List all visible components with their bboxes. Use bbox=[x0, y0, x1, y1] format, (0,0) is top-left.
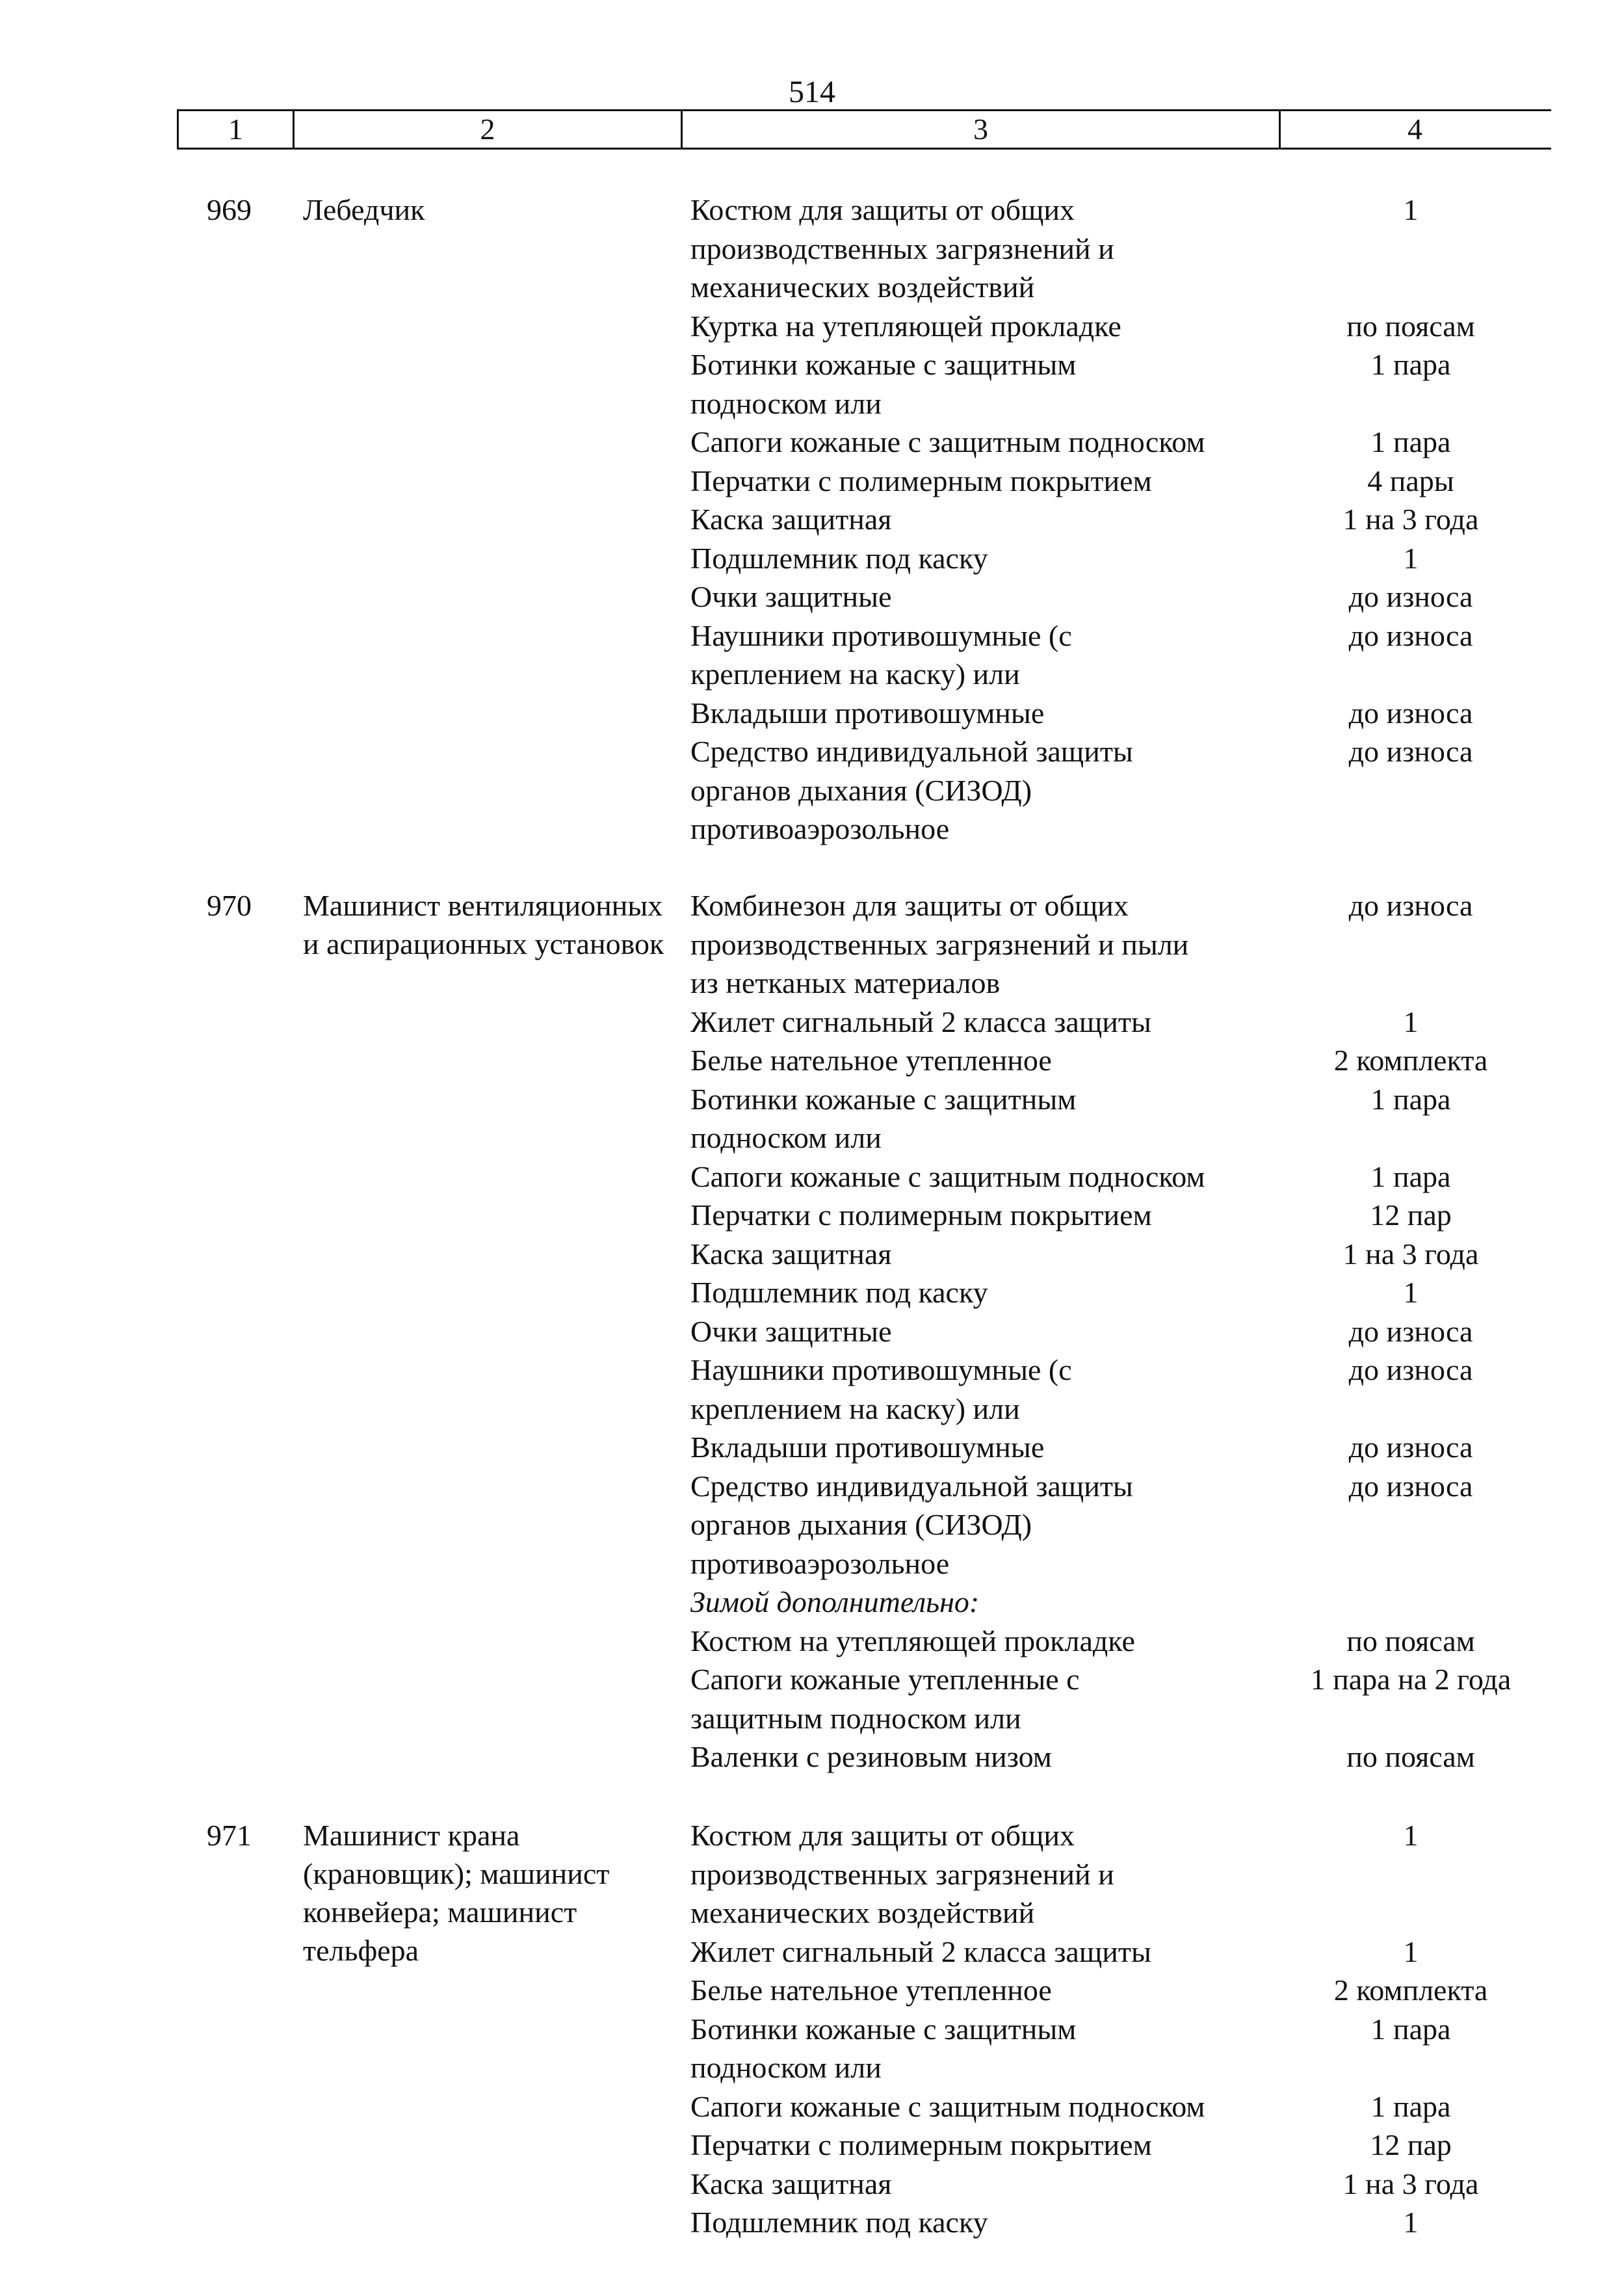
ppe-norm: 1 на 3 года bbox=[1342, 2167, 1479, 2200]
ppe-item: Сапоги кожаные с защитным подноском bbox=[690, 425, 1205, 458]
ppe-item: Валенки с резиновым низом bbox=[690, 1740, 1052, 1773]
ppe-norm: 1 пара bbox=[1370, 1160, 1451, 1193]
ppe-item: Костюм для защиты от общих bbox=[690, 193, 1075, 226]
ppe-norm: 1 на 3 года bbox=[1342, 503, 1479, 536]
ppe-item: защитным подноском или bbox=[690, 1702, 1021, 1735]
ppe-item: Перчатки с полимерным покрытием bbox=[690, 2128, 1152, 2161]
ppe-norm: 2 комплекта bbox=[1333, 1973, 1488, 2007]
ppe-norm: 1 bbox=[1403, 1276, 1419, 1309]
ppe-item: Комбинезон для защиты от общих bbox=[690, 889, 1129, 922]
ppe-item: Наушники противошумные (с bbox=[690, 1353, 1072, 1386]
ppe-norm: 1 bbox=[1403, 1819, 1419, 1852]
ppe-item: Очки защитные bbox=[690, 1315, 892, 1348]
ppe-norm: до износа bbox=[1348, 696, 1473, 730]
ppe-norm: по поясам bbox=[1346, 1624, 1475, 1657]
ppe-item: Сапоги кожаные с защитным подноском bbox=[690, 2090, 1205, 2123]
ppe-item: Каска защитная bbox=[690, 503, 892, 536]
ppe-norm: 1 bbox=[1403, 1935, 1419, 1968]
ppe-norm: до износа bbox=[1348, 1353, 1473, 1386]
ppe-item: Ботинки кожаные с защитным bbox=[690, 1083, 1077, 1116]
ppe-item: Каска защитная bbox=[690, 1237, 892, 1271]
ppe-norm: 1 bbox=[1403, 1005, 1419, 1038]
ppe-item: Ботинки кожаные с защитным bbox=[690, 2012, 1077, 2046]
section-note: Зимой дополнительно: bbox=[690, 1585, 980, 1618]
ppe-item: производственных загрязнений и bbox=[690, 1858, 1114, 1891]
ppe-norm: 1 на 3 года bbox=[1342, 1237, 1479, 1271]
ppe-norm: до износа bbox=[1348, 735, 1473, 768]
profession-name: Лебедчик bbox=[303, 193, 425, 226]
ppe-norm: 1 bbox=[1403, 193, 1419, 226]
ppe-norm: по поясам bbox=[1346, 310, 1475, 343]
ppe-norm: 1 пара bbox=[1370, 348, 1451, 381]
ppe-norm: до износа bbox=[1348, 1315, 1473, 1348]
ppe-item: Подшлемник под каску bbox=[690, 2206, 988, 2239]
ppe-item: производственных загрязнений и bbox=[690, 232, 1114, 265]
column-header-2: 2 bbox=[295, 111, 683, 148]
ppe-norm: 1 bbox=[1403, 542, 1419, 575]
ppe-item: Куртка на утепляющей прокладке bbox=[690, 310, 1121, 343]
ppe-item: Костюм на утепляющей прокладке bbox=[690, 1624, 1135, 1657]
row-number: 970 bbox=[207, 889, 252, 922]
ppe-item: противоаэрозольное bbox=[690, 1547, 950, 1580]
ppe-norm: до износа bbox=[1348, 580, 1473, 613]
ppe-item: Вкладыши противошумные bbox=[690, 1431, 1045, 1464]
ppe-item: Средство индивидуальной защиты bbox=[690, 1470, 1133, 1503]
ppe-item: Средство индивидуальной защиты bbox=[690, 735, 1133, 768]
ppe-item: органов дыхания (СИЗОД) bbox=[690, 1508, 1032, 1541]
ppe-item: Наушники противошумные (с bbox=[690, 619, 1072, 652]
row-number: 971 bbox=[207, 1819, 252, 1852]
ppe-norm: 1 пара bbox=[1370, 2012, 1451, 2046]
ppe-item: Жилет сигнальный 2 класса защиты bbox=[690, 1005, 1151, 1038]
ppe-item: Белье нательное утепленное bbox=[690, 1973, 1052, 2007]
profession-name: Машинист крана (крановщик); машинист конвейера; машинист тельфера bbox=[303, 1819, 610, 1967]
ppe-norm: 1 bbox=[1403, 2206, 1419, 2239]
ppe-item: подноском или bbox=[690, 1121, 882, 1154]
ppe-item: подноском или bbox=[690, 387, 882, 420]
ppe-norm: 4 пары bbox=[1367, 464, 1454, 497]
ppe-norm: до износа bbox=[1348, 889, 1473, 922]
ppe-item: креплением на каску) или bbox=[690, 1392, 1020, 1425]
ppe-item: противоаэрозольное bbox=[690, 812, 950, 845]
ppe-item: креплением на каску) или bbox=[690, 657, 1020, 691]
ppe-item: Очки защитные bbox=[690, 580, 892, 613]
ppe-norm: 1 пара bbox=[1370, 1083, 1451, 1116]
ppe-item: Вкладыши противошумные bbox=[690, 696, 1045, 730]
ppe-item: органов дыхания (СИЗОД) bbox=[690, 774, 1032, 807]
ppe-item: Костюм для защиты от общих bbox=[690, 1819, 1075, 1852]
ppe-item: Перчатки с полимерным покрытием bbox=[690, 1198, 1152, 1232]
column-header-3: 3 bbox=[683, 111, 1281, 148]
ppe-norm: до износа bbox=[1348, 1470, 1473, 1503]
ppe-item: Белье нательное утепленное bbox=[690, 1044, 1052, 1077]
page-number: 514 bbox=[789, 75, 835, 109]
ppe-item: из нетканых материалов bbox=[690, 966, 1001, 999]
ppe-norm: 1 пара bbox=[1370, 425, 1451, 458]
row-number: 969 bbox=[207, 193, 252, 226]
ppe-norm: 2 комплекта bbox=[1333, 1044, 1488, 1077]
profession-name: Машинист вентиляционных и аспирационных установок bbox=[303, 889, 664, 960]
ppe-item: механических воздействий bbox=[690, 271, 1035, 304]
column-header-4: 4 bbox=[1408, 112, 1422, 146]
ppe-item: производственных загрязнений и пыли bbox=[690, 928, 1189, 961]
ppe-norm: по поясам bbox=[1346, 1740, 1475, 1773]
ppe-item: Перчатки с полимерным покрытием bbox=[690, 464, 1152, 497]
ppe-item: Подшлемник под каску bbox=[690, 1276, 988, 1309]
ppe-item: Сапоги кожаные с защитным подноском bbox=[690, 1160, 1205, 1193]
ppe-norm: 12 пар bbox=[1370, 2128, 1452, 2161]
ppe-norm: 1 пара на 2 года bbox=[1310, 1663, 1512, 1696]
ppe-item: Ботинки кожаные с защитным bbox=[690, 348, 1077, 381]
ppe-item: Сапоги кожаные утепленные с bbox=[690, 1663, 1080, 1696]
ppe-item: подноском или bbox=[690, 2051, 882, 2084]
ppe-item: Подшлемник под каску bbox=[690, 542, 988, 575]
ppe-norm: 1 пара bbox=[1370, 2090, 1451, 2123]
ppe-norm: 12 пар bbox=[1370, 1198, 1452, 1232]
ppe-item: механических воздействий bbox=[690, 1896, 1035, 1929]
ppe-norm: до износа bbox=[1348, 1431, 1473, 1464]
ppe-item: Каска защитная bbox=[690, 2167, 892, 2200]
column-header-1: 1 bbox=[179, 111, 295, 148]
column-header-row bbox=[177, 109, 1551, 150]
ppe-item: Жилет сигнальный 2 класса защиты bbox=[690, 1935, 1151, 1968]
ppe-norm: до износа bbox=[1348, 619, 1473, 652]
